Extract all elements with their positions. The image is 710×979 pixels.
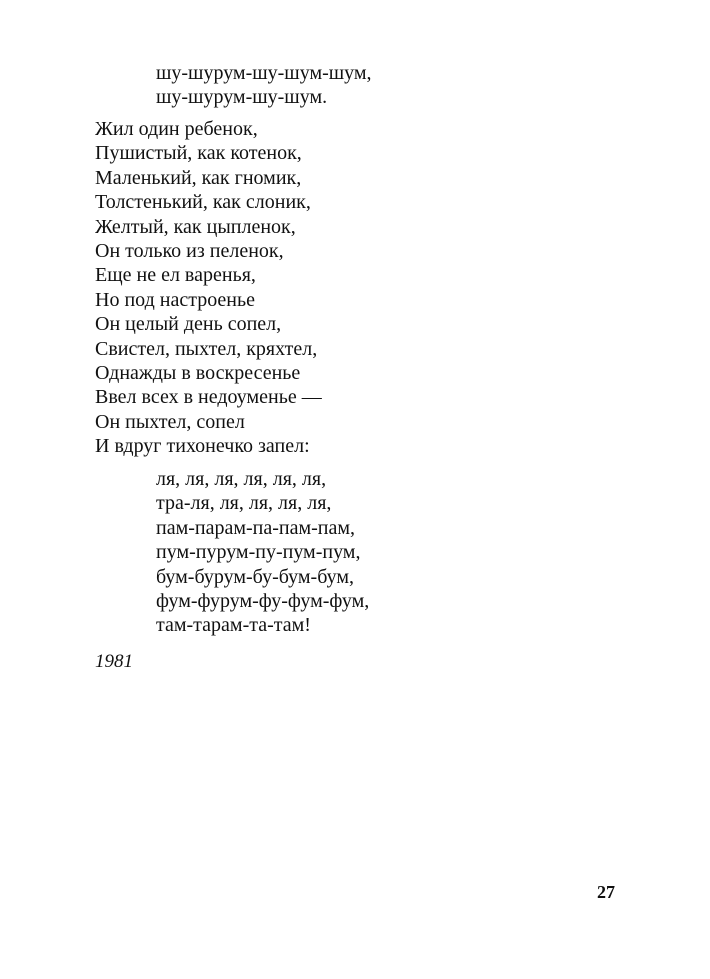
poem-line: Ввел всех в недоуменье — [95, 386, 322, 409]
poem-line: Он только из пеленок, [95, 240, 284, 263]
poem-line: Желтый, как цыпленок, [95, 215, 296, 238]
poem-line: Маленький, как гномик, [95, 166, 302, 189]
poem-line: Жил один ребенок, [95, 118, 258, 140]
poem-line: Еще не ел варенья, [95, 264, 256, 287]
poem-line: Он пыхтел, сопел [95, 410, 245, 433]
page-number: 27 [597, 882, 615, 902]
poem-line: бум-бурум-бу-бум-бум, [156, 565, 355, 588]
poem-line: пам-парам-па-пам-пам, [156, 516, 356, 539]
poem-year: 1981 [95, 651, 133, 672]
poem-line: ля, ля, ля, ля, ля, ля, [156, 468, 327, 490]
poem-line: Однажды в воскресенье [95, 362, 301, 385]
poem-line: Свистел, пыхтел, кряхтел, [95, 337, 318, 360]
poem-line: Толстенький, как слоник, [95, 191, 311, 214]
poem-line: шу-шурум-шу-шум. [156, 86, 328, 109]
poem-line: там-тарам-та-там! [156, 614, 311, 637]
refrain-stanza-top [156, 61, 372, 110]
poem-line: Он целый день сопел, [95, 313, 282, 336]
poem-line: фум-фурум-фу-фум-фум, [156, 590, 370, 613]
refrain-stanza-bottom [156, 467, 369, 638]
verse-stanza [95, 117, 322, 459]
poem-line: И вдруг тихонечко запел: [95, 435, 310, 458]
poem-line: пум-пурум-пу-пум-пум, [156, 541, 361, 564]
poem-line: Пушистый, как котенок, [95, 142, 302, 165]
poem-line: шу-шурум-шу-шум-шум, [156, 62, 372, 84]
poem-line: тра-ля, ля, ля, ля, ля, [156, 492, 332, 515]
poem-line: Но под настроенье [95, 288, 256, 311]
